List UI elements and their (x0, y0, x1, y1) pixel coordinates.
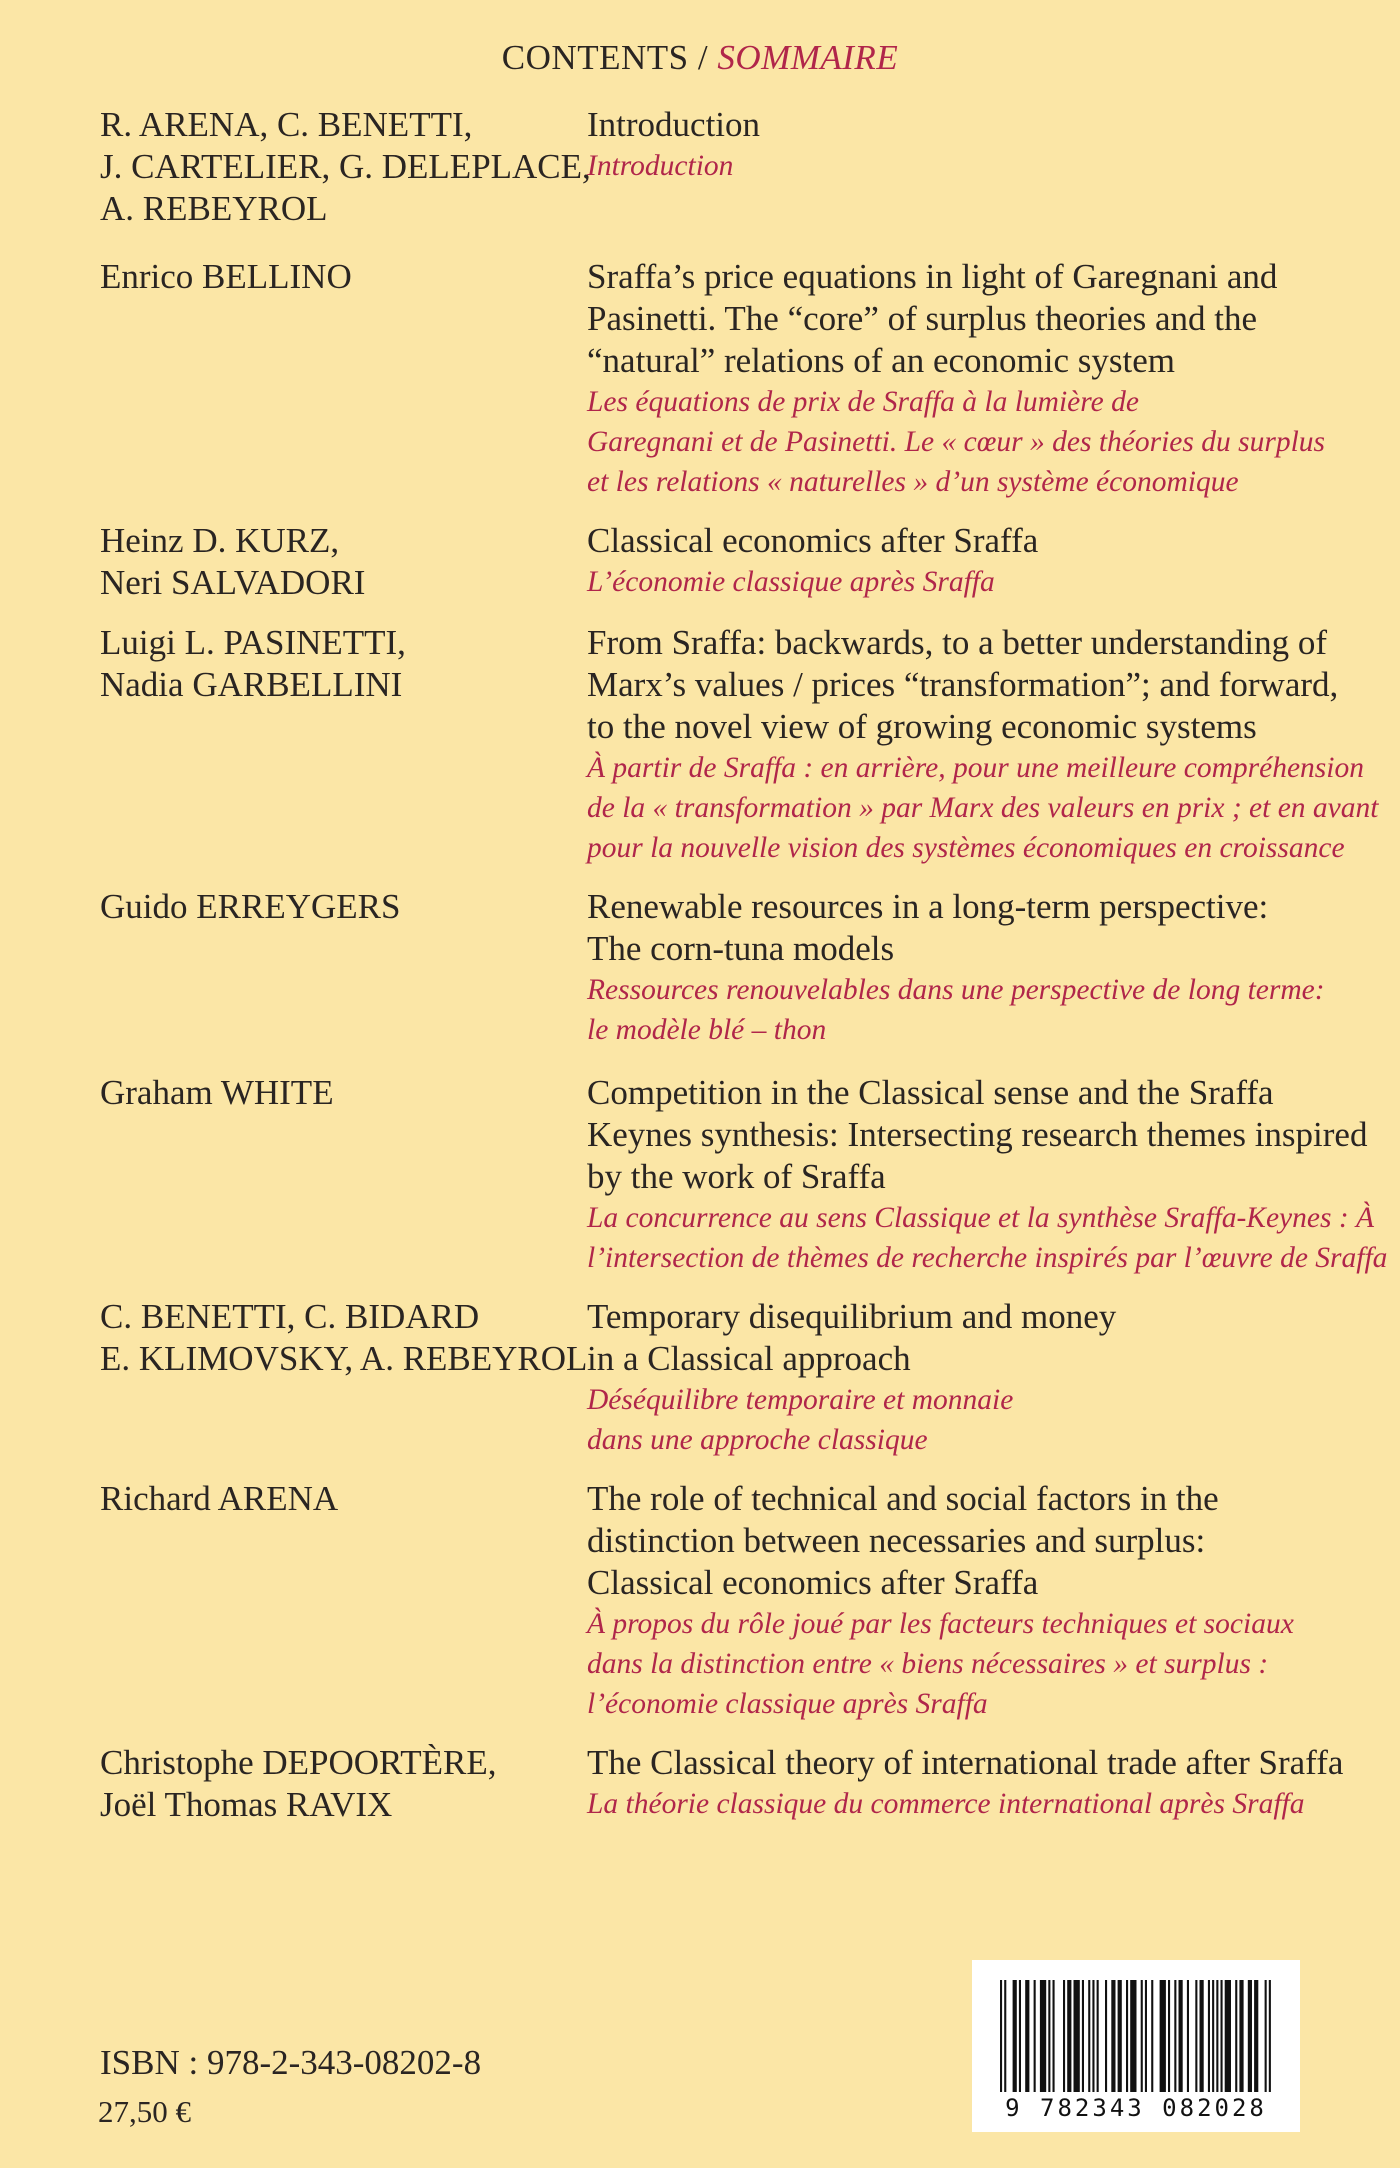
entry-authors (100, 520, 587, 604)
barcode-bar (1034, 1980, 1036, 2092)
barcode-bar (1269, 1980, 1271, 2092)
barcode-bar (1208, 1980, 1210, 2092)
entry-authors (100, 1478, 587, 1520)
entry-authors (100, 1072, 587, 1114)
author-line: J. CARTELIER, G. DELEPLACE, (100, 147, 591, 186)
barcode-bar (1111, 1980, 1115, 2092)
barcode-bar (1179, 1980, 1183, 2092)
title-fr-line: Les équations de prix de Sraffa à la lumière de (587, 386, 1139, 418)
author-line: R. ARENA, C. BENETTI, (100, 105, 473, 144)
entry-titles (587, 520, 1360, 602)
barcode-bar (1254, 1980, 1258, 2092)
title-fr-line: Déséquilibre temporaire et monnaie (587, 1384, 1014, 1416)
title-en-line: Marx’s values / prices “transformation”; and forward, (587, 665, 1339, 704)
barcode-bar (1168, 1980, 1170, 2092)
entry-titles (587, 622, 1378, 868)
barcode-bar (1097, 1980, 1099, 2092)
author-line: Guido ERREYGERS (100, 887, 401, 926)
title-en-line: Keynes synthesis: Intersecting research themes inspired (587, 1115, 1368, 1154)
entry-titles (587, 1478, 1360, 1724)
entry-authors (100, 104, 591, 230)
title-fr-line: À propos du rôle joué par les facteurs techniques et sociaux (587, 1608, 1294, 1640)
barcode-bar (1239, 1980, 1243, 2092)
barcode-bar (1145, 1980, 1147, 2092)
barcode-bar (1000, 1980, 1002, 2092)
table-of-contents (100, 104, 1388, 1826)
price: 27,50 € (98, 2094, 191, 2129)
title-en-line: distinction between necessaries and surplus: (587, 1521, 1206, 1560)
barcode-bar (1160, 1980, 1166, 2092)
title-en-line: Temporary disequilibrium and money (587, 1297, 1117, 1336)
title-fr-line: de la « transformation » par Marx des valeurs en prix ; et en avant (587, 792, 1379, 824)
toc-entry (100, 1478, 1360, 1724)
barcode-bar (1225, 1980, 1231, 2092)
entry-titles (587, 886, 1360, 1050)
author-line: Nadia GARBELLINI (100, 665, 403, 704)
author-line: A. REBEYROL (100, 189, 328, 228)
author-line: E. KLIMOVSKY, A. REBEYROL (100, 1339, 588, 1378)
barcode-bar (1151, 1980, 1153, 2092)
barcode (972, 1960, 1300, 2132)
title-en-line: “natural” relations of an economic system (587, 341, 1175, 380)
barcode-bars (996, 1980, 1276, 2092)
author-line: Christophe DEPOORTÈRE, (100, 1743, 497, 1782)
entry-titles (587, 1072, 1387, 1278)
barcode-bar (1105, 1980, 1107, 2092)
barcode-bar (1048, 1980, 1050, 2092)
barcode-bar (1074, 1980, 1080, 2092)
toc-entry (100, 104, 1360, 230)
barcode-bar (1248, 1980, 1252, 2092)
title-fr-line: La théorie classique du commerce international après Sraffa (587, 1788, 1305, 1820)
entry-authors (100, 1296, 587, 1380)
author-line: C. BENETTI, C. BIDARD (100, 1297, 480, 1336)
entry-titles (587, 104, 1360, 186)
barcode-bar (1067, 1980, 1071, 2092)
title-fr-line: et les relations « naturelles » d’un système économique (587, 466, 1239, 498)
title-fr-line: pour la nouvelle vision des systèmes économiques en croissance (587, 832, 1345, 864)
author-line: Luigi L. PASINETTI, (100, 623, 406, 662)
toc-entry (100, 256, 1360, 502)
title-en-line: The Classical theory of international trade after Sraffa (587, 1743, 1344, 1782)
barcode-bar (1212, 1980, 1214, 2092)
contents-heading-fr: SOMMAIRE (717, 38, 899, 77)
isbn: ISBN : 978-2-343-08202-8 (100, 2043, 482, 2082)
entry-titles (587, 1296, 1360, 1460)
title-en-line: Sraffa’s price equations in light of Garegnani and (587, 257, 1278, 296)
title-en-line: Classical economics after Sraffa (587, 1563, 1039, 1602)
title-fr-line: dans la distinction entre « biens nécessaires » et surplus : (587, 1648, 1269, 1680)
entry-authors (100, 256, 587, 298)
barcode-bar (1265, 1980, 1267, 2092)
barcode-bar (1025, 1980, 1029, 2092)
title-fr-line: l’économie classique après Sraffa (587, 1688, 988, 1720)
title-en-line: Renewable resources in a long-term perspective: (587, 887, 1269, 926)
barcode-bar (1088, 1980, 1090, 2092)
author-line: Heinz D. KURZ, (100, 521, 340, 560)
title-fr-line: Ressources renouvelables dans une perspective de long terme: (587, 974, 1325, 1006)
barcode-bar (1216, 1980, 1218, 2092)
toc-entry (100, 622, 1379, 868)
author-line: Richard ARENA (100, 1479, 339, 1518)
title-fr-line: L’économie classique après Sraffa (587, 566, 995, 598)
barcode-digits: 9 782343 082028 (1005, 2094, 1267, 2122)
barcode-bar (1195, 1980, 1197, 2092)
barcode-bar (1130, 1980, 1136, 2092)
title-en-line: Pasinetti. The “core” of surplus theories and the (587, 299, 1257, 338)
barcode-bar (1221, 1980, 1223, 2092)
contents-heading-separator: / (688, 38, 718, 77)
barcode-bar (1187, 1980, 1189, 2092)
title-en-line: by the work of Sraffa (587, 1157, 886, 1196)
entry-titles (587, 256, 1360, 502)
author-line: Neri SALVADORI (100, 563, 366, 602)
barcode-bar (1053, 1980, 1055, 2092)
toc-entry (100, 520, 1360, 604)
barcode-bar (1118, 1980, 1122, 2092)
contents-heading (0, 38, 1400, 78)
title-fr-line: Garegnani et de Pasinetti. Le « cœur » des théories du surplus (587, 426, 1325, 458)
barcode-bar (1174, 1980, 1176, 2092)
title-en-line: The role of technical and social factors in the (587, 1479, 1219, 1518)
title-en-line: in a Classical approach (587, 1339, 911, 1378)
title-fr-line: l’intersection de thèmes de recherche inspirés par l’œuvre de Sraffa (587, 1242, 1388, 1274)
barcode-bar (1019, 1980, 1021, 2092)
title-fr-line: le modèle blé – thon (587, 1014, 827, 1046)
barcode-bar (1004, 1980, 1006, 2092)
title-fr-line: La concurrence au sens Classique et la synthèse Sraffa-Keynes : À (587, 1202, 1375, 1234)
contents-heading-en: CONTENTS (501, 38, 689, 77)
author-line: Enrico BELLINO (100, 257, 352, 296)
title-en-line: The corn-tuna models (587, 929, 895, 968)
toc-entry (100, 886, 1360, 1050)
title-en-line: Competition in the Classical sense and the Sraffa (587, 1073, 1274, 1112)
title-fr-line: À partir de Sraffa : en arrière, pour une meilleure compréhension (587, 752, 1364, 784)
author-line: Joël Thomas RAVIX (100, 1785, 393, 1824)
title-fr-line: dans une approche classique (587, 1424, 928, 1456)
barcode-bar (1092, 1980, 1094, 2092)
barcode-bar (1082, 1980, 1084, 2092)
barcode-bar (1126, 1980, 1128, 2092)
toc-entry (100, 1072, 1388, 1278)
entry-titles (587, 1742, 1360, 1824)
toc-entry (100, 1296, 1360, 1460)
barcode-bar (1013, 1980, 1017, 2092)
entry-authors (100, 886, 587, 928)
title-en-line: to the novel view of growing economic systems (587, 707, 1257, 746)
title-en-line: Introduction (587, 105, 761, 144)
barcode-bar (1040, 1980, 1046, 2092)
barcode-bar (1063, 1980, 1065, 2092)
toc-entry (100, 1742, 1360, 1826)
barcode-bar (1235, 1980, 1237, 2092)
barcode-bar (1200, 1980, 1204, 2092)
title-en-line: From Sraffa: backwards, to a better understanding of (587, 623, 1327, 662)
title-en-line: Classical economics after Sraffa (587, 521, 1039, 560)
title-fr-line: Introduction (587, 150, 734, 182)
barcode-bar (1141, 1980, 1143, 2092)
entry-authors (100, 1742, 587, 1826)
author-line: Graham WHITE (100, 1073, 334, 1112)
entry-authors (100, 622, 587, 706)
